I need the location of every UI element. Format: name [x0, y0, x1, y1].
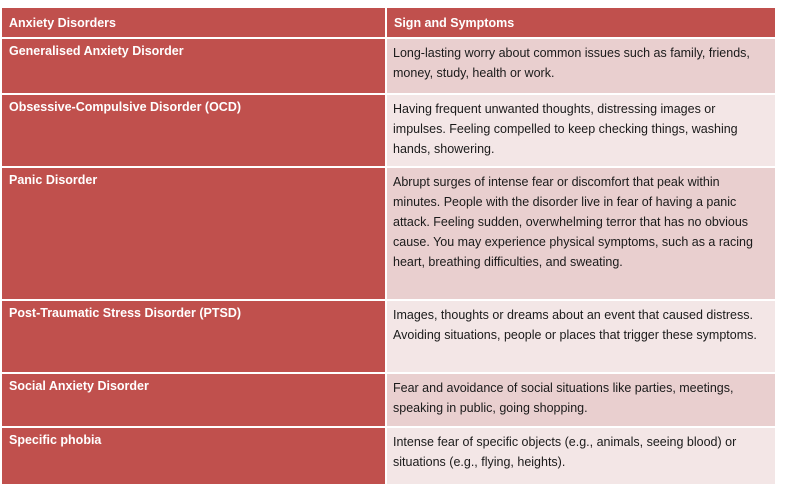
symptoms-text: Long-lasting worry about common issues such as family, friends, money, study, health or work.	[387, 39, 775, 95]
table-row	[2, 95, 775, 168]
header-sign-and-symptoms: Sign and Symptoms	[387, 8, 775, 39]
disorder-name: Social Anxiety Disorder	[2, 374, 387, 428]
symptoms-text: Having frequent unwanted thoughts, distressing images or impulses. Feeling compelled to keep checking things, washing hands, showering.	[387, 95, 775, 168]
symptoms-text: Fear and avoidance of social situations like parties, meetings, speaking in public, going shopping.	[387, 374, 775, 428]
disorder-name: Obsessive-Compulsive Disorder (OCD)	[2, 95, 387, 168]
table-header-row	[2, 8, 775, 39]
disorder-name: Panic Disorder	[2, 168, 387, 301]
disorder-name: Generalised Anxiety Disorder	[2, 39, 387, 95]
table-row	[2, 428, 775, 486]
table-row	[2, 301, 775, 374]
table-row	[2, 374, 775, 428]
symptoms-text: Intense fear of specific objects (e.g., animals, seeing blood) or situations (e.g., flying, heights).	[387, 428, 775, 486]
symptoms-text: Abrupt surges of intense fear or discomfort that peak within minutes. People with the disorder live in fear of having a panic attack. Feeling sudden, overwhelming terror that has no obvious cause. You may experience physical symptoms, such as a racing heart, breathing difficulties, and sweating.	[387, 168, 775, 301]
table-row	[2, 168, 775, 301]
symptoms-text: Images, thoughts or dreams about an event that caused distress. Avoiding situations, people or places that trigger these symptoms.	[387, 301, 775, 374]
disorder-name: Specific phobia	[2, 428, 387, 486]
header-anxiety-disorders: Anxiety Disorders	[2, 8, 387, 39]
disorder-name: Post-Traumatic Stress Disorder (PTSD)	[2, 301, 387, 374]
table-row	[2, 39, 775, 95]
anxiety-disorders-table	[2, 8, 775, 486]
